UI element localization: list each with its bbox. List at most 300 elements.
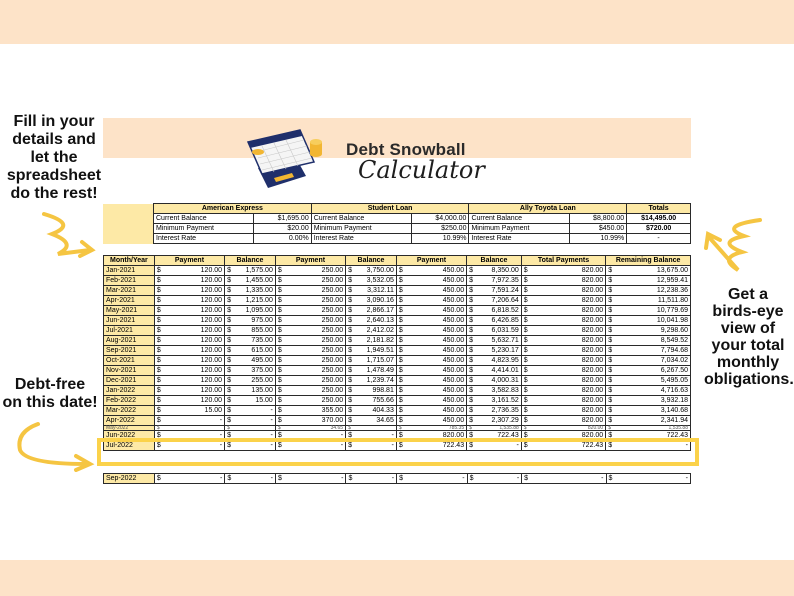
currency-symbol: $ <box>606 286 616 296</box>
currency-symbol: $ <box>225 266 235 276</box>
currency-symbol: $ <box>606 416 616 426</box>
currency-symbol: $ <box>396 326 406 336</box>
amount-cell: 820.00 <box>532 266 606 276</box>
amount-cell: 820.00 <box>532 386 606 396</box>
amount-cell: 7,591.24 <box>477 286 521 296</box>
currency-symbol: $ <box>346 296 356 306</box>
amount-cell: - <box>616 441 690 451</box>
summary-table <box>153 203 691 244</box>
currency-symbol: $ <box>521 336 531 346</box>
field-label: Interest Rate <box>311 234 411 244</box>
amount-cell: 1,535.88 <box>616 426 690 431</box>
field-label: Minimum Payment <box>154 224 254 234</box>
amount-cell: 1,535.88 <box>477 426 521 431</box>
amount-cell: 120.00 <box>165 286 225 296</box>
amount-cell: - <box>235 416 275 426</box>
ally-min-payment-input[interactable]: $450.00 <box>569 224 627 234</box>
currency-symbol: $ <box>346 266 356 276</box>
amount-cell: - <box>165 416 225 426</box>
amount-cell: 2,181.82 <box>356 336 396 346</box>
amount-cell: 7,034.02 <box>616 356 690 366</box>
currency-symbol: $ <box>396 356 406 366</box>
amount-cell: 450.00 <box>407 416 467 426</box>
currency-symbol: $ <box>467 276 477 286</box>
currency-symbol: $ <box>396 416 406 426</box>
currency-symbol: $ <box>396 336 406 346</box>
currency-symbol: $ <box>606 431 616 441</box>
currency-symbol: $ <box>225 306 235 316</box>
currency-symbol: $ <box>225 441 235 451</box>
table-row <box>104 356 691 366</box>
currency-symbol: $ <box>467 356 477 366</box>
currency-symbol: $ <box>396 396 406 406</box>
amex-rate-input[interactable]: 0.00% <box>254 234 312 244</box>
currency-symbol: $ <box>467 346 477 356</box>
amount-cell: 450.00 <box>407 296 467 306</box>
currency-symbol: $ <box>346 386 356 396</box>
note-fill-in <box>6 113 102 203</box>
currency-symbol: $ <box>467 416 477 426</box>
debt-header: Ally Toyota Loan <box>469 204 627 214</box>
currency-symbol: $ <box>346 441 356 451</box>
currency-symbol: $ <box>467 441 477 451</box>
amount-cell: 12,238.36 <box>616 286 690 296</box>
amount-cell: - <box>165 431 225 441</box>
amount-cell: 3,161.52 <box>477 396 521 406</box>
currency-symbol: $ <box>467 396 477 406</box>
amount-cell: - <box>286 431 346 441</box>
currency-symbol: $ <box>275 386 285 396</box>
amount-cell: 450.00 <box>407 366 467 376</box>
currency-symbol: $ <box>154 396 164 406</box>
amount-cell: 3,582.83 <box>477 386 521 396</box>
currency-symbol: $ <box>346 346 356 356</box>
currency-symbol: $ <box>225 376 235 386</box>
amount-cell: 820.00 <box>532 286 606 296</box>
amount-cell: 9,298.60 <box>616 326 690 336</box>
currency-symbol: $ <box>225 366 235 376</box>
currency-symbol: $ <box>396 431 406 441</box>
amount-cell: - <box>235 474 275 484</box>
amount-cell: 820.00 <box>532 416 606 426</box>
amount-cell: 15.00 <box>165 406 225 416</box>
amount-cell: - <box>532 474 606 484</box>
currency-symbol: $ <box>396 426 406 431</box>
currency-symbol: $ <box>225 431 235 441</box>
amount-cell: 5,230.17 <box>477 346 521 356</box>
amount-cell: 2,412.02 <box>356 326 396 336</box>
amount-cell: 4,000.31 <box>477 376 521 386</box>
note-line: Debt-free <box>14 376 86 393</box>
currency-symbol: $ <box>154 416 164 426</box>
currency-symbol: $ <box>154 426 164 431</box>
amount-cell: 250.00 <box>286 366 346 376</box>
amount-cell: 1,239.74 <box>356 376 396 386</box>
month-cell: Jul-2021 <box>104 326 155 336</box>
amount-cell: 2,341.94 <box>616 416 690 426</box>
amount-cell: 120.00 <box>165 376 225 386</box>
amount-cell: - <box>356 431 396 441</box>
currency-symbol: $ <box>225 474 235 484</box>
field-label: Current Balance <box>469 214 569 224</box>
note-line: birds-eye <box>712 303 784 320</box>
currency-symbol: $ <box>225 346 235 356</box>
table-row <box>104 316 691 326</box>
currency-symbol: $ <box>346 276 356 286</box>
table-row <box>104 376 691 386</box>
amount-cell: 4,716.63 <box>616 386 690 396</box>
amount-cell: 250.00 <box>286 356 346 366</box>
table-row <box>154 234 691 244</box>
amount-cell: 755.66 <box>356 396 396 406</box>
amount-cell: 450.00 <box>407 306 467 316</box>
month-cell: Jan-2022 <box>104 386 155 396</box>
amount-cell: 10,041.98 <box>616 316 690 326</box>
amount-cell: 250.00 <box>286 286 346 296</box>
amount-cell: 120.00 <box>165 306 225 316</box>
currency-symbol: $ <box>275 336 285 346</box>
currency-symbol: $ <box>225 326 235 336</box>
amount-cell: 820.00 <box>532 366 606 376</box>
currency-symbol: $ <box>396 276 406 286</box>
arrow-icon <box>10 418 100 472</box>
amount-cell: 250.00 <box>286 266 346 276</box>
currency-symbol: $ <box>606 356 616 366</box>
amount-cell: 120.00 <box>165 326 225 336</box>
table-row <box>104 416 691 426</box>
amount-cell: 450.00 <box>407 356 467 366</box>
currency-symbol: $ <box>346 286 356 296</box>
amount-cell: 855.00 <box>235 326 275 336</box>
currency-symbol: $ <box>521 441 531 451</box>
totals-header: Totals <box>627 204 691 214</box>
month-cell: May-2021 <box>104 306 155 316</box>
currency-symbol: $ <box>346 376 356 386</box>
currency-symbol: $ <box>154 431 164 441</box>
field-label: Interest Rate <box>154 234 254 244</box>
amount-cell: 820.00 <box>532 431 606 441</box>
amount-cell: 820.00 <box>532 426 606 431</box>
amount-cell: 120.00 <box>165 336 225 346</box>
amount-cell: 4,414.01 <box>477 366 521 376</box>
amount-cell: 4,823.95 <box>477 356 521 366</box>
note-birds-eye <box>704 286 792 388</box>
currency-symbol: $ <box>275 376 285 386</box>
amount-cell: 450.00 <box>407 326 467 336</box>
table-row <box>154 224 691 234</box>
student-min-payment-input[interactable]: $250.00 <box>411 224 469 234</box>
table-row <box>104 296 691 306</box>
amount-cell: 820.00 <box>532 306 606 316</box>
currency-symbol: $ <box>275 431 285 441</box>
note-line: monthly <box>716 354 780 371</box>
amount-cell: 2,307.29 <box>477 416 521 426</box>
amount-cell: 820.00 <box>532 406 606 416</box>
amount-cell: 250.00 <box>286 276 346 286</box>
currency-symbol: $ <box>154 441 164 451</box>
note-line: obligations. <box>704 371 794 388</box>
currency-symbol: $ <box>396 366 406 376</box>
field-label: Minimum Payment <box>311 224 411 234</box>
amount-cell: 820.00 <box>532 296 606 306</box>
amount-cell: 120.00 <box>165 356 225 366</box>
currency-symbol: $ <box>154 376 164 386</box>
currency-symbol: $ <box>467 326 477 336</box>
month-cell: Sep-2021 <box>104 346 155 356</box>
note-line: Get a <box>727 286 768 303</box>
debt-header: Student Loan <box>311 204 469 214</box>
currency-symbol: $ <box>275 396 285 406</box>
amount-cell: 120.00 <box>165 346 225 356</box>
amount-cell: - <box>165 474 225 484</box>
currency-symbol: $ <box>154 406 164 416</box>
amount-cell: 120.00 <box>165 366 225 376</box>
amount-cell: 3,932.18 <box>616 396 690 406</box>
amount-cell: - <box>286 474 346 484</box>
month-cell: Jan-2021 <box>104 266 155 276</box>
debt-free-highlight <box>97 438 699 466</box>
ally-rate-input[interactable]: 10.99% <box>569 234 627 244</box>
currency-symbol: $ <box>606 276 616 286</box>
amount-cell: 15.00 <box>235 396 275 406</box>
amount-cell: - <box>356 441 396 451</box>
currency-symbol: $ <box>396 266 406 276</box>
amount-cell: 450.00 <box>407 316 467 326</box>
amount-cell: 722.43 <box>477 431 521 441</box>
currency-symbol: $ <box>521 346 531 356</box>
currency-symbol: $ <box>467 316 477 326</box>
currency-symbol: $ <box>346 306 356 316</box>
currency-symbol: $ <box>467 366 477 376</box>
page-title: Debt Snowball <box>346 140 466 159</box>
currency-symbol: $ <box>346 336 356 346</box>
note-line: on this date! <box>2 394 98 411</box>
amount-cell: 5,495.05 <box>616 376 690 386</box>
table-row <box>104 346 691 356</box>
amount-cell: 34.65 <box>286 426 346 431</box>
page-subtitle: Calculator <box>358 156 485 184</box>
table-row <box>104 326 691 336</box>
ally-balance-input[interactable]: $8,800.00 <box>569 214 627 224</box>
currency-symbol: $ <box>467 336 477 346</box>
currency-symbol: $ <box>467 266 477 276</box>
currency-symbol: $ <box>521 356 531 366</box>
currency-symbol: $ <box>521 306 531 316</box>
currency-symbol: $ <box>346 316 356 326</box>
currency-symbol: $ <box>346 406 356 416</box>
currency-symbol: $ <box>606 336 616 346</box>
note-line: your total <box>711 337 785 354</box>
currency-symbol: $ <box>606 346 616 356</box>
amex-min-payment-input[interactable]: $20.00 <box>254 224 312 234</box>
currency-symbol: $ <box>521 426 531 431</box>
table-row <box>104 286 691 296</box>
amex-balance-input[interactable]: $1,695.00 <box>254 214 312 224</box>
amount-cell: 3,750.00 <box>356 266 396 276</box>
currency-symbol: $ <box>346 366 356 376</box>
amount-cell: 6,818.52 <box>477 306 521 316</box>
student-rate-input[interactable]: 10.99% <box>411 234 469 244</box>
currency-symbol: $ <box>154 326 164 336</box>
currency-symbol: $ <box>154 316 164 326</box>
amount-cell: 250.00 <box>286 326 346 336</box>
currency-symbol: $ <box>521 406 531 416</box>
note-line: details and <box>12 131 96 148</box>
amount-cell: 735.00 <box>235 336 275 346</box>
summary-side-block <box>103 204 153 244</box>
note-line: let the <box>30 149 78 166</box>
amount-cell: 7,206.64 <box>477 296 521 306</box>
currency-symbol: $ <box>521 376 531 386</box>
table-row <box>104 366 691 376</box>
currency-symbol: $ <box>275 346 285 356</box>
month-cell: Feb-2021 <box>104 276 155 286</box>
amount-cell: 250.00 <box>286 386 346 396</box>
amount-cell: - <box>235 406 275 416</box>
table-row <box>104 306 691 316</box>
currency-symbol: $ <box>606 296 616 306</box>
currency-symbol: $ <box>396 296 406 306</box>
column-header: Balance <box>346 256 397 266</box>
amount-cell: 450.00 <box>407 376 467 386</box>
amount-cell: 8,350.00 <box>477 266 521 276</box>
currency-symbol: $ <box>225 426 235 431</box>
currency-symbol: $ <box>154 346 164 356</box>
currency-symbol: $ <box>467 474 477 484</box>
currency-symbol: $ <box>225 386 235 396</box>
currency-symbol: $ <box>346 356 356 366</box>
table-row <box>104 396 691 406</box>
amount-cell: 135.00 <box>235 386 275 396</box>
note-line: do the rest! <box>10 185 98 202</box>
amount-cell: 3,532.05 <box>356 276 396 286</box>
note-line: Fill in your <box>13 113 95 130</box>
currency-symbol: $ <box>467 296 477 306</box>
total-balance: $14,495.00 <box>627 214 691 224</box>
currency-symbol: $ <box>154 296 164 306</box>
amount-cell: 722.43 <box>616 431 690 441</box>
currency-symbol: $ <box>606 376 616 386</box>
amount-cell: 6,031.59 <box>477 326 521 336</box>
amount-cell: 12,959.41 <box>616 276 690 286</box>
amount-cell: 1,715.07 <box>356 356 396 366</box>
arrow-icon <box>698 214 768 278</box>
amount-cell: 820.00 <box>532 336 606 346</box>
amount-cell: - <box>616 474 690 484</box>
field-label: Current Balance <box>311 214 411 224</box>
table-header-row <box>104 256 691 266</box>
currency-symbol: $ <box>521 286 531 296</box>
currency-symbol: $ <box>154 336 164 346</box>
currency-symbol: $ <box>521 276 531 286</box>
amount-cell: 450.00 <box>407 266 467 276</box>
currency-symbol: $ <box>225 296 235 306</box>
top-band <box>0 0 794 44</box>
currency-symbol: $ <box>606 396 616 406</box>
currency-symbol: $ <box>467 406 477 416</box>
amount-cell: 404.33 <box>356 406 396 416</box>
currency-symbol: $ <box>606 474 616 484</box>
currency-symbol: $ <box>521 416 531 426</box>
currency-symbol: $ <box>154 276 164 286</box>
currency-symbol: $ <box>521 296 531 306</box>
currency-symbol: $ <box>275 356 285 366</box>
amount-cell: 255.00 <box>235 376 275 386</box>
month-cell: May-2022 <box>104 426 155 431</box>
column-header: Remaining Balance <box>606 256 691 266</box>
column-header: Payment <box>396 256 466 266</box>
currency-symbol: $ <box>346 416 356 426</box>
amount-cell: 785.35 <box>407 426 467 431</box>
amount-cell: 1,215.00 <box>235 296 275 306</box>
amount-cell: 2,866.17 <box>356 306 396 316</box>
field-label: Minimum Payment <box>469 224 569 234</box>
currency-symbol: $ <box>521 386 531 396</box>
currency-symbol: $ <box>396 286 406 296</box>
amount-cell: 1,335.00 <box>235 286 275 296</box>
column-header: Balance <box>225 256 276 266</box>
table-row <box>104 266 691 276</box>
currency-symbol: $ <box>467 386 477 396</box>
currency-symbol: $ <box>346 326 356 336</box>
calendar-icon <box>244 128 324 190</box>
amount-cell: 3,312.11 <box>356 286 396 296</box>
currency-symbol: $ <box>275 366 285 376</box>
amount-cell: 1,478.49 <box>356 366 396 376</box>
currency-symbol: $ <box>346 426 356 431</box>
currency-symbol: $ <box>606 406 616 416</box>
column-header: Balance <box>467 256 522 266</box>
total-rate: - <box>627 234 691 244</box>
note-debt-free <box>2 376 98 412</box>
student-balance-input[interactable]: $4,000.00 <box>411 214 469 224</box>
amount-cell: 120.00 <box>165 266 225 276</box>
amount-cell: 1,949.51 <box>356 346 396 356</box>
table-row <box>104 406 691 416</box>
amount-cell: 7,794.68 <box>616 346 690 356</box>
amount-cell: 3,140.68 <box>616 406 690 416</box>
amount-cell: 722.43 <box>407 441 467 451</box>
currency-symbol: $ <box>275 306 285 316</box>
amount-cell: 820.00 <box>407 431 467 441</box>
amount-cell: 450.00 <box>407 406 467 416</box>
amount-cell: 250.00 <box>286 376 346 386</box>
currency-symbol: $ <box>275 441 285 451</box>
amount-cell: 2,736.35 <box>477 406 521 416</box>
table-row <box>154 214 691 224</box>
currency-symbol: $ <box>606 326 616 336</box>
amount-cell: 250.00 <box>286 306 346 316</box>
note-line: spreadsheet <box>6 167 102 184</box>
amount-cell: 820.00 <box>532 356 606 366</box>
amount-cell: 6,426.85 <box>477 316 521 326</box>
currency-symbol: $ <box>396 346 406 356</box>
amount-cell: 250.00 <box>286 296 346 306</box>
amount-cell: - <box>478 474 522 484</box>
amount-cell: 820.00 <box>532 396 606 406</box>
currency-symbol: $ <box>467 426 477 431</box>
currency-symbol: $ <box>154 366 164 376</box>
currency-symbol: $ <box>606 426 616 431</box>
amount-cell: - <box>235 441 275 451</box>
currency-symbol: $ <box>396 406 406 416</box>
month-cell: Feb-2022 <box>104 396 155 406</box>
table-row <box>104 386 691 396</box>
amount-cell: 1,095.00 <box>235 306 275 316</box>
currency-symbol: $ <box>467 306 477 316</box>
amount-cell: - <box>235 431 275 441</box>
currency-symbol: $ <box>521 396 531 406</box>
